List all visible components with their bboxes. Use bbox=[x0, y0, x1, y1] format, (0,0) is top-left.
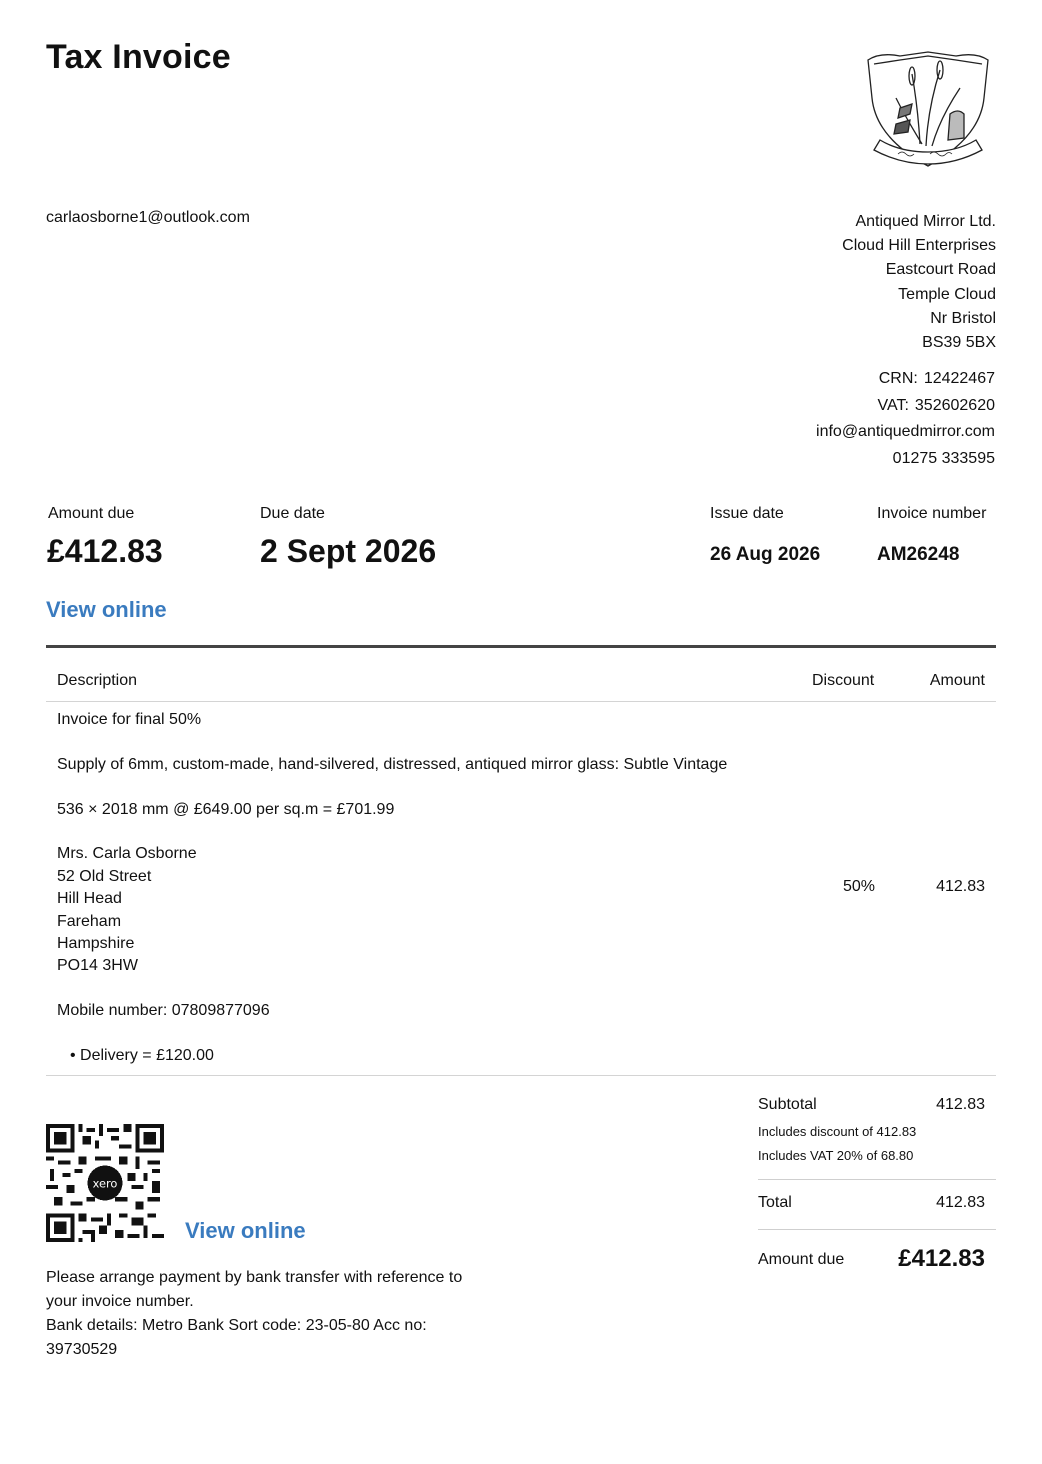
total-value: 412.83 bbox=[936, 1194, 985, 1211]
seller-details bbox=[816, 366, 995, 472]
totals-divider bbox=[758, 1179, 996, 1180]
company-logo bbox=[860, 48, 996, 172]
payment-note-line: Please arrange payment by bank transfer with reference to bbox=[46, 1269, 463, 1286]
seller-address bbox=[842, 210, 996, 355]
description-line: Supply of 6mm, custom-made, hand-silvered, distressed, antiqued mirror glass: Subtle Vintage bbox=[57, 755, 728, 773]
payment-note-line: 39730529 bbox=[46, 1341, 118, 1358]
view-online-link[interactable]: View online bbox=[46, 597, 167, 622]
includes-discount-note: Includes discount of 412.83 bbox=[758, 1124, 917, 1139]
payment-instructions bbox=[46, 1266, 516, 1362]
includes-vat-note: Includes VAT 20% of 68.80 bbox=[758, 1148, 914, 1163]
subtotal-value: 412.83 bbox=[936, 1096, 985, 1113]
description-line: Mrs. Carla Osborne bbox=[57, 845, 197, 863]
final-amount-due-label: Amount due bbox=[758, 1251, 845, 1268]
amount-due-value: £412.83 bbox=[47, 533, 163, 569]
payment-qr-code[interactable] bbox=[46, 1124, 164, 1242]
seller-crn bbox=[816, 366, 995, 393]
seller-address-line: Antiqued Mirror Ltd. bbox=[855, 213, 996, 230]
payment-note-line: your invoice number. bbox=[46, 1293, 194, 1310]
line-item-description bbox=[57, 709, 797, 1067]
subtotal-label: Subtotal bbox=[758, 1096, 817, 1113]
invoice-number-label: Invoice number bbox=[877, 505, 987, 522]
qr-badge-text: xero bbox=[92, 1176, 118, 1191]
seller-address-line: BS39 5BX bbox=[922, 334, 996, 352]
seller-address-line: Nr Bristol bbox=[930, 309, 996, 327]
line-item-amount: 412.83 bbox=[936, 878, 985, 895]
table-bottom-divider bbox=[46, 1075, 996, 1076]
customer-email: carlaosborne1@outlook.com bbox=[46, 209, 250, 226]
description-line: • Delivery = £120.00 bbox=[70, 1047, 214, 1065]
description-line: Hampshire bbox=[57, 935, 135, 953]
seller-address-line: Eastcourt Road bbox=[885, 261, 996, 279]
view-online-link-footer[interactable]: View online bbox=[185, 1218, 306, 1243]
description-line: Fareham bbox=[57, 912, 122, 930]
vat-value: 352602620 bbox=[914, 396, 995, 414]
crn-value: 12422467 bbox=[923, 370, 995, 387]
description-line: Hill Head bbox=[57, 890, 122, 908]
invoice-number-value: AM26248 bbox=[877, 544, 960, 565]
seller-email[interactable]: info@antiquedmirror.com bbox=[816, 423, 995, 440]
description-line: 52 Old Street bbox=[57, 867, 152, 885]
issue-date-label: Issue date bbox=[710, 505, 784, 522]
issue-date-value: 26 Aug 2026 bbox=[710, 544, 821, 565]
crn-label: CRN: bbox=[878, 370, 918, 387]
column-header-amount: Amount bbox=[929, 672, 985, 689]
table-header-divider bbox=[46, 701, 996, 702]
totals-divider bbox=[758, 1229, 996, 1230]
seller-address-line: Temple Cloud bbox=[898, 285, 996, 303]
description-line: PO14 3HW bbox=[57, 957, 138, 975]
seller-address-line: Cloud Hill Enterprises bbox=[842, 237, 996, 255]
description-line: Mobile number: 07809877096 bbox=[57, 1002, 270, 1020]
section-divider bbox=[46, 645, 996, 648]
final-amount-due-value: £412.83 bbox=[898, 1245, 985, 1272]
amount-due-label: Amount due bbox=[48, 505, 135, 522]
due-date-label: Due date bbox=[260, 505, 325, 522]
payment-note-line: Bank details: Metro Bank Sort code: 23-05-80 Acc no: bbox=[46, 1317, 427, 1334]
total-label: Total bbox=[758, 1194, 792, 1211]
invoice-title: Tax Invoice bbox=[46, 38, 231, 76]
description-line: Invoice for final 50% bbox=[57, 711, 202, 728]
column-header-discount: Discount bbox=[812, 672, 875, 689]
description-line: 536 × 2018 mm @ £649.00 per sq.m = £701.99 bbox=[57, 800, 395, 818]
due-date-value: 2 Sept 2026 bbox=[260, 533, 437, 569]
seller-phone: 01275 333595 bbox=[892, 449, 995, 467]
vat-label: VAT: bbox=[877, 396, 909, 414]
line-item-discount: 50% bbox=[843, 878, 876, 895]
seller-vat bbox=[816, 393, 995, 420]
column-header-description: Description bbox=[57, 672, 138, 689]
